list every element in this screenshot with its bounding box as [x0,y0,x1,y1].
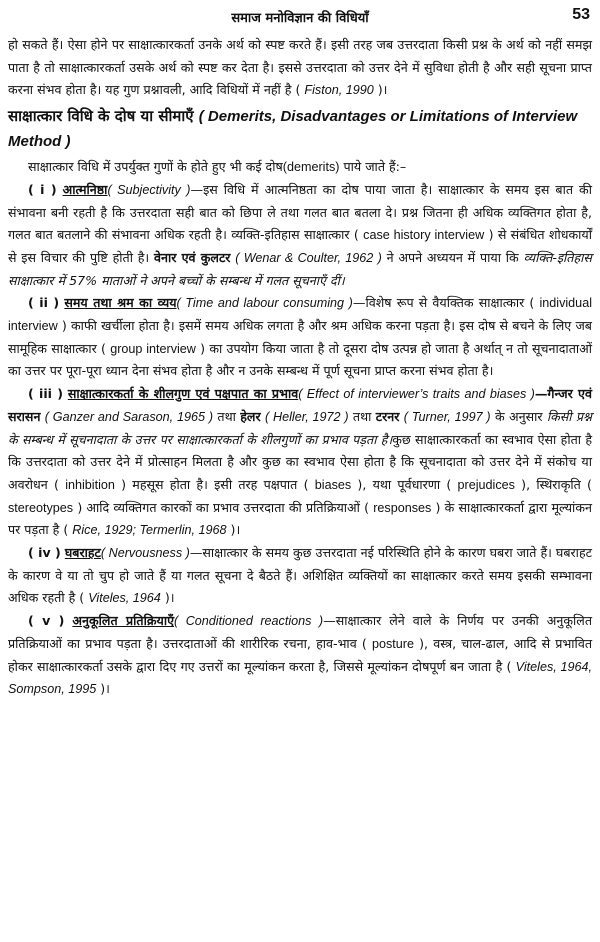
item-body: कुछ साक्षात्कारकर्ता का स्वभाव ऐसा होता है कि उत्तरदाता को उत्तर देने में प्रोत्साहन मिलता है और कुछ का स्वभाव ऐसा होता है कि सूचनादाता को उत्तर देने में संकोच या अवरोधन ( [8,431,593,492]
item-body: ) आदि व्यक्तिगत कारकों का प्रभाव उत्तरदाता की प्रतिक्रियाओं ( [77,499,370,515]
author-names: हेलर [240,408,261,424]
citation: Viteles, 1964 [88,591,161,606]
citation: Rice, 1929; Termerlin, 1968 [72,523,227,538]
author-names: वेनार एवं कुलटर [154,249,231,265]
item-body: —विशेष रूप से वैयक्तिक साक्षात्कार ( [352,295,535,311]
english-term: posture [371,636,414,651]
citation: ( Turner, 1997 ) [403,409,491,424]
item-number: ( ii ) [28,295,60,311]
item-body: ) के साक्षात्कारकर्ता द्वारा मूल्यांकन पर पड़ता है ( [8,499,592,538]
item-body: —इस विधि में आत्मनिष्ठता का दोष पाया जाता है। साक्षात्कार के समय इस बात की संभावना बनी रहती है कि उत्तरदाता सही बात को छिपा ले तथा गलत बात बतला दे। प्रश्न जितना ही अधिक व्यक्तिगत होता है, गलत बात बतलाने की संभावना अधिक रहती है। व्यक्ति-इतिहास साक्षात्कार ( [8,181,592,243]
page-number: 53 [572,6,590,23]
running-title: समाज मनोविज्ञान की विधियाँ [231,11,369,26]
section-heading-hindi: साक्षात्कार विधि के दोष या सीमाएँ [8,107,194,126]
section-lead [8,156,592,179]
item-body: ) काफी खर्चीला होता है। इसमें समय अधिक लगता है और श्रम अधिक करना पड़ता है। इस दोष से बचने के लिए जब सामूहिक साक्षात्कार ( [8,318,592,356]
italic-finding: किसी प्रश्न के सम्बन्ध में सूचनादाता के उत्तर पर साक्षात्कारकर्ता के शीलगुणों का प्रभाव पड़ता है। [8,408,592,447]
item-title: घबराहट [64,545,101,561]
item-end: )। [230,522,241,538]
demerit-item-subjectivity [8,179,592,293]
section-lead-end: पाये जाते हैं:– [343,159,407,175]
intro-citation: Fiston, 1990 [304,83,374,98]
item-end: )। [100,681,110,697]
page-body [8,34,592,701]
english-term: prejudices [457,477,515,492]
item-end: )। [164,590,175,606]
item-title: अनुकूलित प्रतिक्रियाएँ [72,613,175,629]
item-title-english: ( Conditioned reactions ) [174,614,324,629]
item-body: तथा [352,408,372,424]
item-title-english: ( Nervousness ) [100,546,190,561]
demerit-item-conditioned-reactions [8,610,592,701]
item-title-english: ( Effect of interviewer’s traits and biases ) [298,387,535,402]
english-term: case history interview [363,228,485,243]
item-body: ) से संबंधित शोधकार्यों से इस विचार की पुष्टि होती है। [8,227,592,265]
demerit-item-nervousness [8,542,592,610]
item-body: ), यथा पूर्वधारणा ( [357,476,452,492]
item-body: ) का उपयोग किया जाता है तो दूसरा दोष उत्पन्न हो जाता है अर्थात् न तो सूचनादाताओं का उत्तर पर पूरा-पूरा ध्यान देना संभव होता है और न उनके सम्बन्ध में पूर्ण सूचना प्राप्त करना संभव होता है। [8,340,593,379]
english-term: individual interview [8,296,592,334]
item-body: ने अपने अध्ययन में पाया कि [386,249,519,265]
section-heading-english: ( Demerits, Disadvantages or Limitations of Interview Method ) [8,108,578,151]
section-lead-text: साक्षात्कार विधि में उपर्युक्त गुणों के होते हुए भी कई दोष [28,159,283,175]
citation: Viteles, 1964, Sompson, 1995 [8,659,592,697]
english-term: responses [373,500,432,515]
citation: ( Ganzer and Sarason, 1965 ) [44,409,214,424]
item-title: साक्षात्कारकर्ता के शीलगुण एवं पक्षपात का प्रभाव [67,386,299,402]
author-names: टरनर [375,408,400,424]
item-body: —साक्षात्कार के समय कुछ उत्तरदाता नई परिस्थिति होने के कारण घबरा जाते हैं। घबराहट के कारण वे या तो चुप हो जाते हैं या गलत सूचना दे बैठते हैं। अशिक्षित व्यक्तियों का साक्षात्कार करते समय इसकी सम्भावना अधिक रहती है ( [8,545,592,606]
citation: ( Heller, 1972 ) [264,409,349,424]
item-body: ), स्थिराकृति ( [521,476,592,492]
item-body: तथा [217,408,236,424]
intro-end: )। [377,82,388,98]
section-lead-term: (demerits) [282,160,340,175]
running-head [0,4,600,30]
item-body: —साक्षात्कार लेने वाले के निर्णय पर उनकी अनुकूलित प्रतिक्रियाओं का प्रभाव पड़ता है। उत्तरदाताओं की शारीरिक रचना, हाव-भाव ( [8,613,592,651]
item-title: आत्मनिष्ठा [62,181,108,197]
demerit-item-time-labour [8,292,592,383]
item-body: ) महसूस होता है। इसी तरह पक्षपात ( [121,476,309,492]
english-term: biases [314,477,352,492]
item-title-english: ( Subjectivity ) [107,182,191,197]
item-title-english: ( Time and labour consuming ) [176,296,353,311]
section-heading [8,104,592,154]
english-term: inhibition [65,477,115,492]
item-body: के अनुसार [494,408,543,424]
intro-text: हो सकते हैं। ऐसा होने पर साक्षात्कारकर्ता उनके अर्थ को स्पष्ट करते हैं। इसी तरह जब उत्तरदाता किसी प्रश्न के अर्थ को नहीं समझ पाता है तो साक्षात्कारकर्ता उसके अर्थ को स्पष्ट कर देता है। इससे उत्तरदाता को उत्तर देने में सुविधा होती है और सही सूचना प्राप्त करना संभव होता है। यह गुण प्रश्नावली, आदि विधियों में नहीं है ( [8,37,592,98]
author-names: —गैन्जर एवं सरासन [8,386,592,424]
english-term: stereotypes [8,500,74,515]
intro-paragraph [8,34,592,102]
italic-finding: व्यक्ति-इतिहास साक्षात्कार में 57% माताओं ने अपने बच्चों के सम्बन्ध में गलत सूचनाएँ दीं। [8,249,592,288]
citation: ( Wenar & Coulter, 1962 ) [235,250,382,265]
demerit-item-interviewer-bias [8,383,592,542]
item-number: ( iv ) [28,545,61,561]
item-number: ( v ) [28,613,65,629]
item-body: ), वस्त्र, चाल-ढाल, आदि से प्रभावित होकर साक्षात्कारकर्ता उसके द्वारा दिए गए उत्तरों का मूल्यांकन करता है, जिससे मूल्यांकन दोषपूर्ण बन जाता है ( [8,635,592,674]
item-number: ( i ) [28,181,57,197]
english-term: group interview [110,341,196,356]
item-title: समय तथा श्रम का व्यय [64,295,177,311]
item-number: ( iii ) [28,386,63,402]
